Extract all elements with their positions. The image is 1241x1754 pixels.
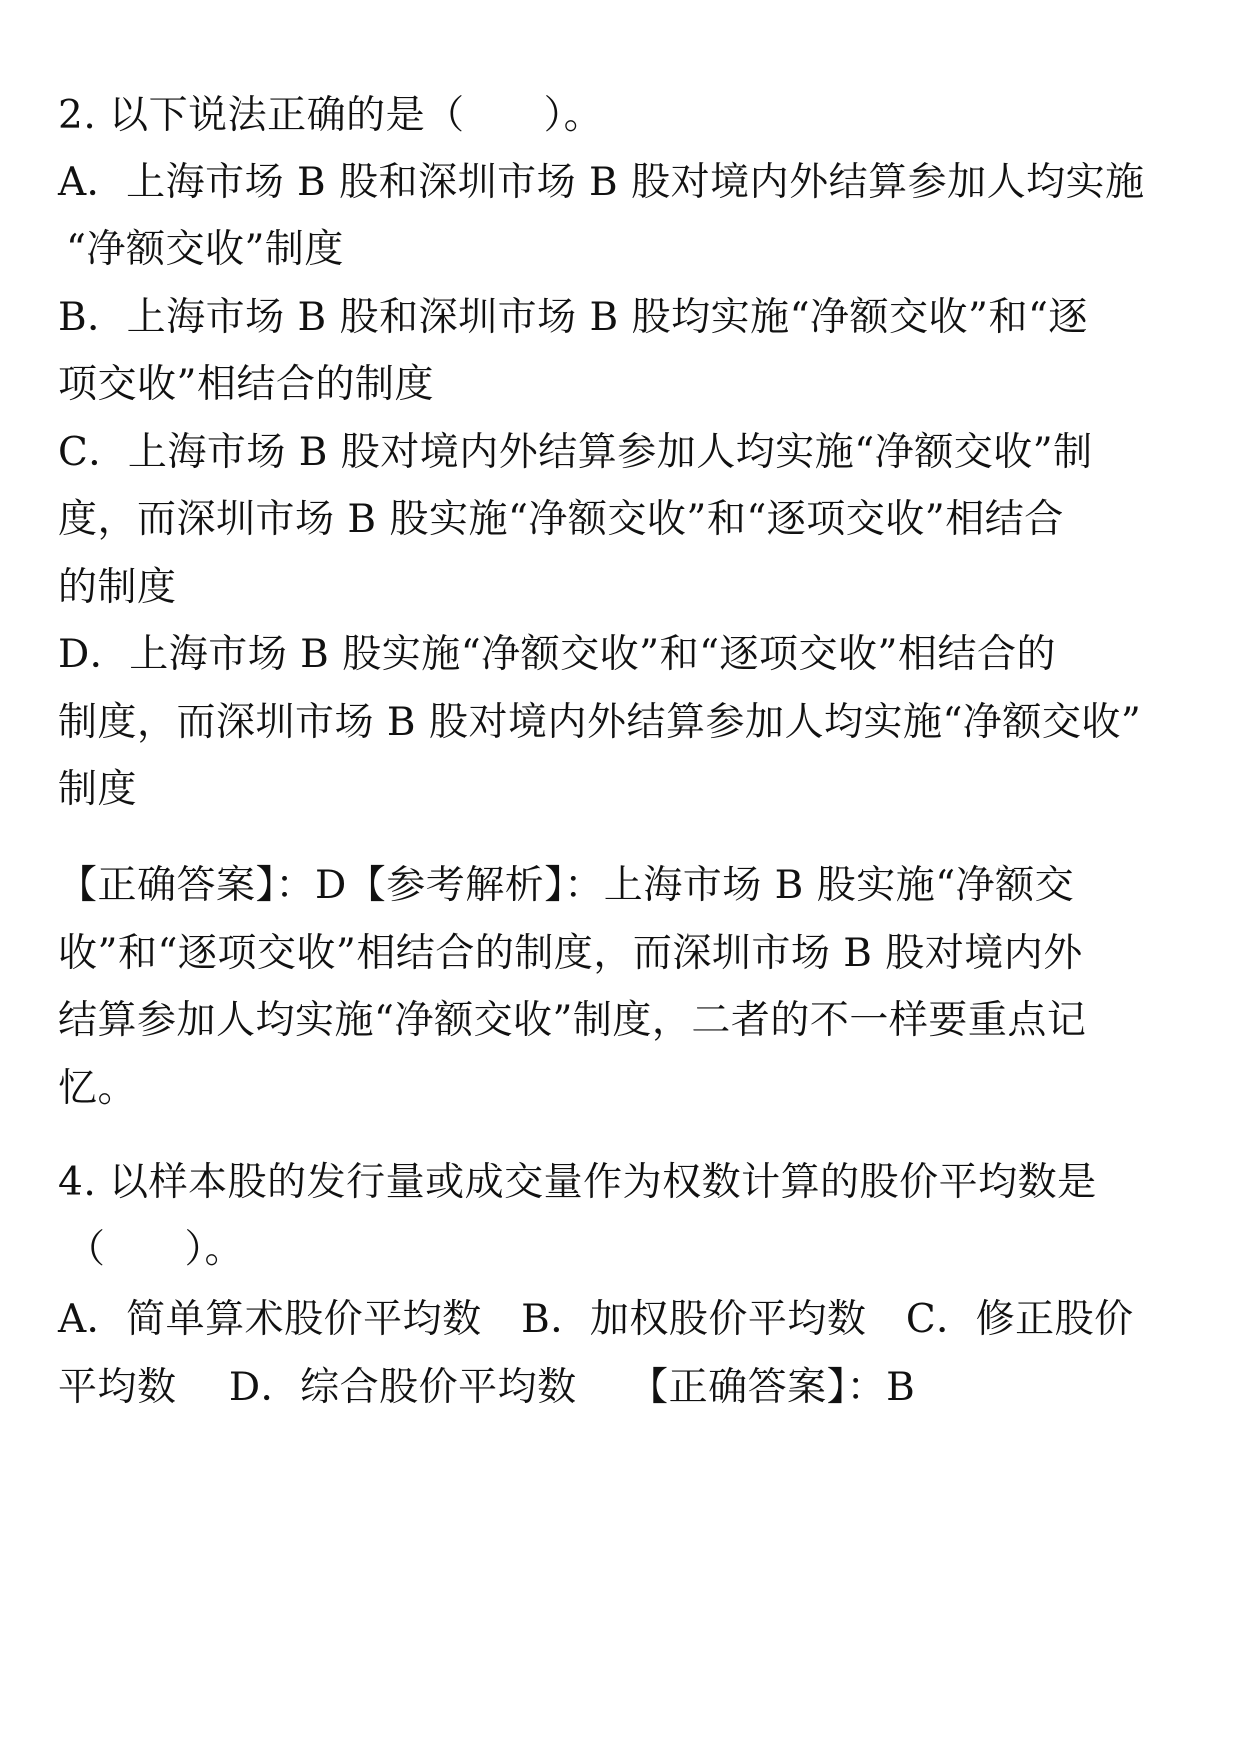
question-2-option-d-cont-1: 制度，而深圳市场 B 股对境内外结算参加人均实施“净额交收”: [58, 700, 1142, 745]
answer-2-explanation-cont-3: 忆。: [58, 1066, 138, 1111]
question-2-option-b: B．上海市场 B 股和深圳市场 B 股均实施“净额交收”和“逐: [58, 295, 1088, 340]
question-2-option-c-cont-1: 度，而深圳市场 B 股实施“净额交收”和“逐项交收”相结合: [58, 497, 1064, 542]
question-2-option-a: A．上海市场 B 股和深圳市场 B 股对境内外结算参加人均实施: [58, 160, 1145, 205]
question-4-stem: 4. 以样本股的发行量或成交量作为权数计算的股价平均数是: [58, 1160, 1097, 1205]
answer-2-explanation-cont-1: 收”和“逐项交收”相结合的制度，而深圳市场 B 股对境内外: [58, 931, 1083, 976]
question-2-option-c-cont-2: 的制度: [58, 565, 177, 610]
question-2-option-d-cont-2: 制度: [58, 767, 138, 812]
answer-2-explanation-cont-2: 结算参加人均实施“净额交收”制度，二者的不一样要重点记: [58, 998, 1087, 1043]
question-2-option-a-cont: “净额交收”制度: [66, 227, 344, 272]
question-4-options-answer: 平均数 D．综合股价平均数 【正确答案】：B: [58, 1365, 916, 1410]
question-4-options: A．简单算术股价平均数 B．加权股价平均数 C．修正股价: [58, 1297, 1134, 1342]
question-2-stem: 2. 以下说法正确的是（ ）。: [58, 93, 604, 138]
question-2-option-b-cont: 项交收”相结合的制度: [58, 362, 434, 407]
question-4-stem-cont: （ ）。: [66, 1227, 245, 1272]
answer-2-explanation: 【正确答案】：D【参考解析】：上海市场 B 股实施“净额交: [58, 863, 1075, 908]
question-2-option-c: C．上海市场 B 股对境内外结算参加人均实施“净额交收”制: [58, 430, 1093, 475]
question-2-option-d: D．上海市场 B 股实施“净额交收”和“逐项交收”相结合的: [58, 632, 1056, 677]
